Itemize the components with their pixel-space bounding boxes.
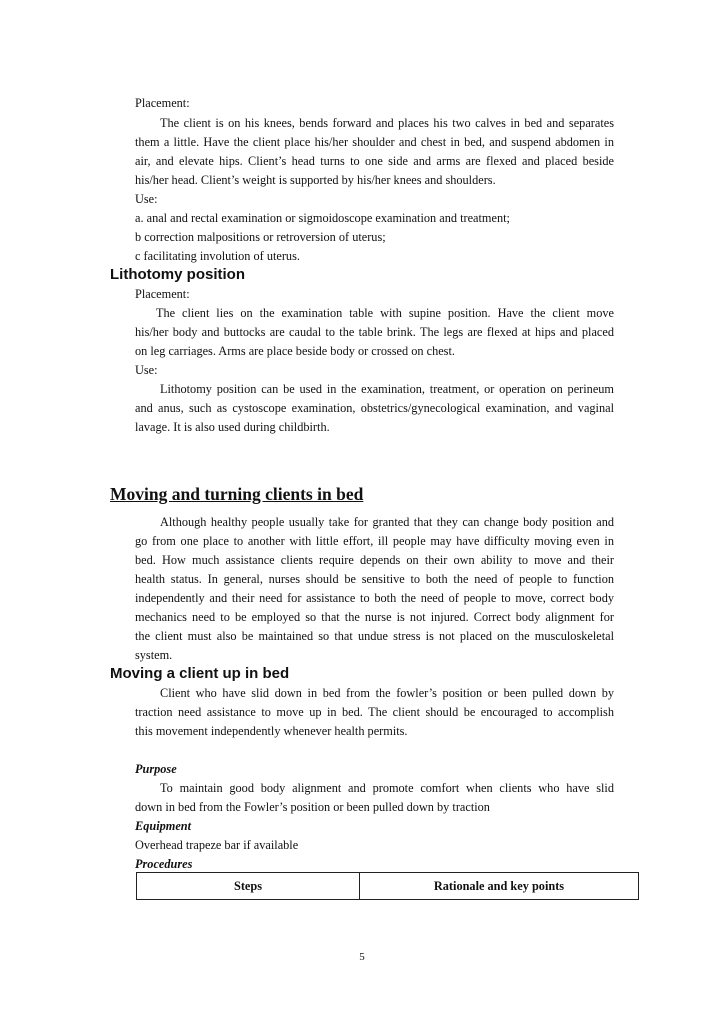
paragraph-line: them a little. Have the client place his/her shoulder and chest in bed, and suspend abdomen in bbox=[135, 135, 614, 149]
steps-column-header: Steps bbox=[137, 873, 360, 900]
paragraph-line: on leg carriages. Arms are place beside body or crossed on chest. bbox=[135, 344, 455, 358]
rationale-column-header: Rationale and key points bbox=[360, 873, 639, 900]
equipment-text: Overhead trapeze bar if available bbox=[135, 838, 299, 852]
paragraph-line: his/her body and buttocks are caudal to the table brink. The legs are flexed at hips and placed bbox=[135, 325, 614, 339]
section-heading-moving: Moving and turning clients in bed bbox=[110, 484, 364, 504]
paragraph-line: and anus, such as cystoscope examination, obstetrics/gynecological examination, and vaginal bbox=[135, 401, 614, 415]
paragraph-line: mechanics need to be employed so that the nurse is not injured. Correct body alignment for bbox=[135, 610, 614, 624]
paragraph-line: air, and elevate hips. Client’s head turns to one side and arms are flexed and placed beside bbox=[135, 154, 614, 168]
paragraph-line: Lithotomy position can be used in the examination, treatment, or operation on perineum bbox=[160, 382, 614, 396]
use-item: a. anal and rectal examination or sigmoidoscope examination and treatment; bbox=[135, 211, 510, 225]
paragraph-line: To maintain good body alignment and promote comfort when clients who have slid bbox=[160, 781, 614, 795]
paragraph-line: independently and their need for assistance to both the need of people to move, correct body bbox=[135, 591, 614, 605]
use-label: Use: bbox=[135, 363, 158, 377]
paragraph-line: his/her head. Client’s weight is supported by his/her knees and shoulders. bbox=[135, 173, 496, 187]
page-number: 5 bbox=[359, 951, 365, 963]
paragraph-line: down in bed from the Fowler’s position or been pulled down by traction bbox=[135, 800, 490, 814]
table-header-row bbox=[137, 873, 639, 900]
purpose-label: Purpose bbox=[135, 762, 177, 776]
use-item: b correction malpositions or retroversion of uterus; bbox=[135, 230, 386, 244]
paragraph-line: health status. In general, nurses should be sensitive to both the need of people to function bbox=[135, 572, 614, 586]
paragraph-line: traction need assistance to move up in bed. The client should be encouraged to accomplish bbox=[135, 705, 614, 719]
paragraph-line: Although healthy people usually take for granted that they can change body position and bbox=[160, 515, 614, 529]
paragraph-line: this movement independently whenever health permits. bbox=[135, 724, 408, 738]
paragraph-line: The client lies on the examination table with supine position. Have the client move bbox=[156, 306, 614, 320]
use-item: c facilitating involution of uterus. bbox=[135, 249, 300, 263]
paragraph-line: system. bbox=[135, 648, 173, 662]
procedures-label: Procedures bbox=[135, 857, 193, 871]
section-heading-moving-up: Moving a client up in bed bbox=[110, 665, 290, 682]
equipment-label: Equipment bbox=[135, 819, 192, 833]
placement-label: Placement: bbox=[135, 287, 190, 301]
paragraph-line: go from one place to another with little effort, ill people may have difficulty moving even in bbox=[135, 534, 614, 548]
section-heading-lithotomy: Lithotomy position bbox=[110, 266, 245, 283]
placement-label: Placement: bbox=[135, 96, 190, 110]
procedures-table bbox=[136, 872, 639, 900]
paragraph-line: bed. How much assistance clients require depends on their own ability to move and their bbox=[135, 553, 614, 567]
paragraph-line: The client is on his knees, bends forward and places his two calves in bed and separates bbox=[160, 116, 614, 130]
paragraph-line: lavage. It is also used during childbirth. bbox=[135, 420, 330, 434]
paragraph-line: Client who have slid down in bed from the fowler’s position or been pulled down by bbox=[160, 686, 614, 700]
use-label: Use: bbox=[135, 192, 158, 206]
paragraph-line: the client must also be maintained so that undue stress is not placed on the musculoskeletal bbox=[135, 629, 614, 643]
